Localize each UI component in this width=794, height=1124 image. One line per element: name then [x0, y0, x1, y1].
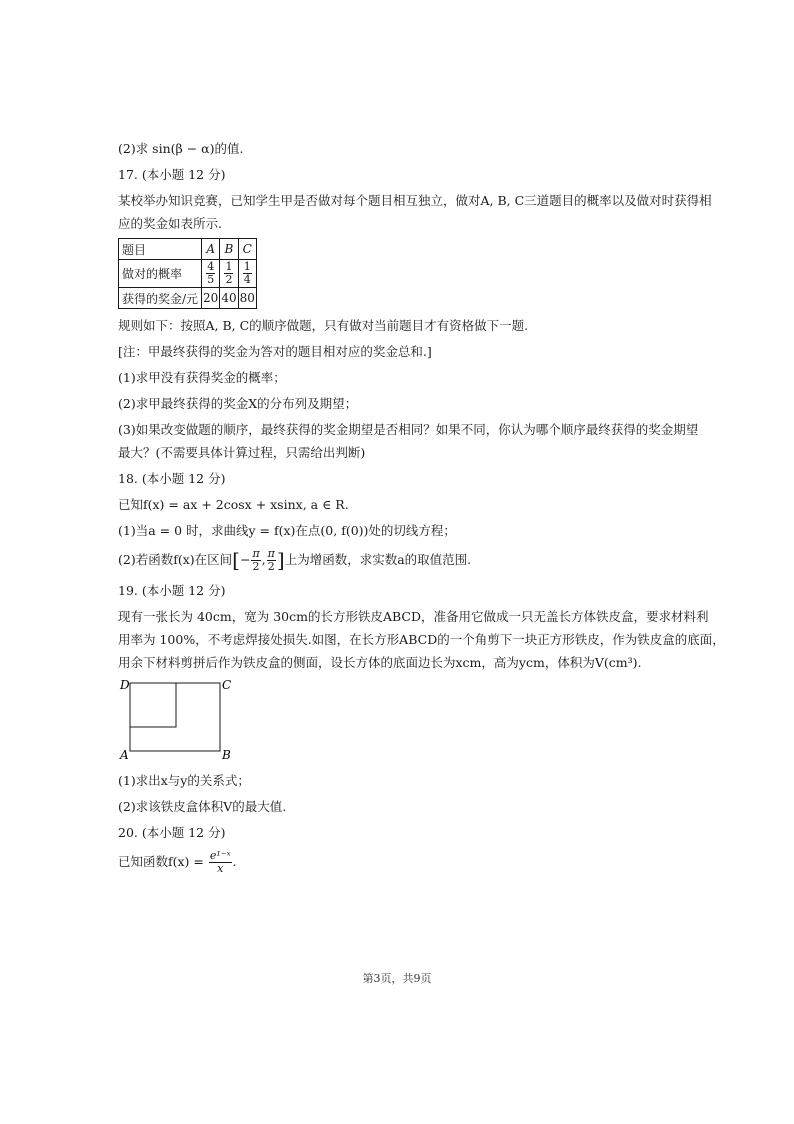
- page-footer: 第3页，共9页: [362, 972, 432, 985]
- table-cell: 做对的概率: [119, 260, 202, 288]
- q19-para-line1: 现有一张长为 40cm，宽为 30cm的长方形铁皮ABCD，准备用它做成一只无盖长方体铁皮盒，要求材料利: [118, 609, 709, 624]
- outer-rectangle: [130, 683, 220, 751]
- q19-sub2: (2)求该铁皮盒体积V的最大值.: [118, 799, 287, 814]
- label-d: D: [120, 678, 130, 692]
- table-row: [119, 239, 257, 260]
- q17-sub3-line1: (3)如果改变做题的顺序，最终获得的奖金期望是否相同？如果不同，你认为哪个顺序最终获得的奖金期望: [118, 422, 699, 437]
- q17-table: [118, 238, 257, 309]
- table-cell: 题目: [119, 239, 202, 260]
- q17-intro-line2: 应的奖金如表所示.: [118, 216, 222, 231]
- q17-sub3-line2: 最大？(不需要具体计算过程，只需给出判断): [118, 445, 366, 460]
- page-content: [118, 140, 725, 884]
- table-cell: B: [220, 239, 238, 260]
- rectangle-diagram: [118, 677, 258, 761]
- fraction: $\frac{4}{5}$: [207, 260, 215, 286]
- q20-header: 20. (本小题 12 分): [118, 825, 226, 840]
- q18-sub2: [118, 548, 688, 573]
- table-cell: [202, 260, 220, 288]
- q20-given-text: 已知函数f(x) =: [118, 854, 208, 869]
- q19-sub1: (1)求出x与y的关系式；: [118, 773, 250, 788]
- q17-intro-line1: 某校举办知识竞赛，已知学生甲是否做对每个题目相互独立，做对A, B, C三道题目的概率以及做对时获得相: [118, 193, 712, 208]
- label-c: C: [222, 678, 232, 692]
- q17-note: [注：甲最终获得的奖金为答对的题目相对应的奖金总和.]: [118, 344, 432, 359]
- table-cell: A: [202, 239, 220, 260]
- q18-sub1: (1)当a = 0 时，求曲线y = f(x)在点(0, f(0))处的切线方程；: [118, 523, 456, 538]
- q18-sub2-tail: 上为增函数，求实数a的取值范围.: [284, 552, 472, 567]
- fraction: $\frac{\pi}{2}$: [267, 547, 275, 573]
- table-cell: 20: [202, 288, 220, 309]
- interval-bracket: [: [232, 548, 240, 572]
- q19-para-line3: 用余下材料剪拼后作为铁皮盒的侧面，设长方体的底面边长为xcm，高为ycm，体积为V(cm³).: [118, 655, 642, 670]
- table-cell: [238, 260, 256, 288]
- cut-square: [130, 683, 176, 727]
- q20-given: [118, 850, 688, 875]
- q18-header: 18. (本小题 12 分): [118, 471, 226, 486]
- minus-sign: −: [239, 552, 251, 567]
- label-b: B: [222, 748, 231, 761]
- q19-para-line2: 用率为 100%，不考虑焊接处损失.如图，在长方形ABCD的一个角剪下一块正方形铁皮，作为铁皮盒的底面，: [118, 632, 725, 647]
- table-row: [119, 288, 257, 309]
- period: .: [232, 854, 237, 869]
- fraction: $\frac{1}{2}$: [225, 260, 233, 286]
- table-row: [119, 260, 257, 288]
- fraction: $\frac{\pi}{2}$: [252, 547, 260, 573]
- table-cell: [220, 260, 238, 288]
- q17-sub1: (1)求甲没有获得奖金的概率；: [118, 370, 286, 385]
- q19-header: 19. (本小题 12 分): [118, 583, 226, 598]
- table-cell: 获得的奖金/元: [119, 288, 202, 309]
- q17-header: 17. (本小题 12 分): [118, 167, 226, 182]
- table-cell: 80: [238, 288, 256, 309]
- q18-sub2-text: (2)若函数f(x)在区间: [118, 552, 233, 567]
- comma: ,: [261, 552, 266, 567]
- q18-given: 已知f(x) = ax + 2cosx + xsinx, a ∈ R.: [118, 497, 349, 512]
- table-cell: 40: [220, 288, 238, 309]
- q16-part2: (2)求 sin(β − α)的值.: [118, 141, 244, 156]
- q19-figure: [118, 677, 688, 764]
- fraction: $\frac{1}{4}$: [243, 260, 251, 286]
- q17-sub2: (2)求甲最终获得的奖金X的分布列及期望；: [118, 396, 358, 411]
- label-a: A: [120, 748, 129, 761]
- interval-bracket: ]: [276, 548, 285, 572]
- table-cell: C: [238, 239, 256, 260]
- q17-rule: 规则如下：按照A, B, C的顺序做题，只有做对当前题目才有资格做下一题.: [118, 318, 529, 333]
- fraction: $\frac{\text{e¹⁻ˣ}}{x}$: [209, 849, 231, 875]
